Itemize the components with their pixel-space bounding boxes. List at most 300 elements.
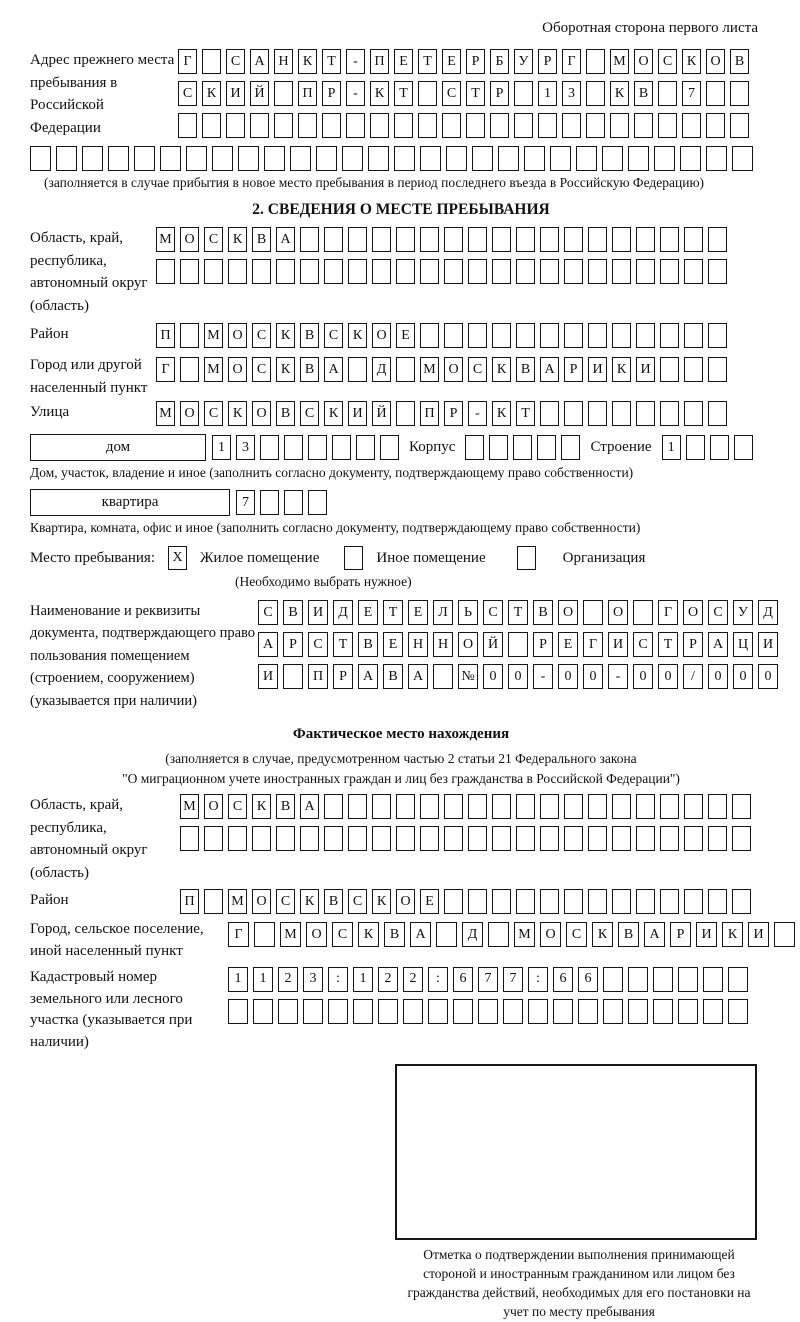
stay-option-residential-checkbox[interactable]: X [168, 546, 187, 570]
char-cell[interactable] [348, 357, 367, 382]
char-cell[interactable]: С [300, 401, 319, 426]
char-cell[interactable] [684, 826, 703, 851]
char-cell[interactable] [636, 826, 655, 851]
char-cell[interactable]: К [358, 922, 379, 947]
char-cell[interactable] [540, 794, 559, 819]
char-cell[interactable] [468, 227, 487, 252]
char-cell[interactable] [348, 227, 367, 252]
char-cell[interactable]: И [588, 357, 607, 382]
char-cell[interactable]: И [258, 664, 278, 689]
char-cell[interactable]: С [178, 81, 197, 106]
char-cell[interactable]: Т [516, 401, 535, 426]
char-cell[interactable] [540, 826, 559, 851]
char-cell[interactable] [653, 999, 673, 1024]
char-cell[interactable] [524, 146, 545, 171]
char-cell[interactable] [468, 259, 487, 284]
char-cell[interactable]: Д [333, 600, 353, 625]
char-cell[interactable]: К [492, 401, 511, 426]
char-cell[interactable]: К [252, 794, 271, 819]
char-cell[interactable] [537, 435, 556, 460]
char-cell[interactable]: О [306, 922, 327, 947]
char-cell[interactable]: С [658, 49, 677, 74]
char-cell[interactable] [562, 113, 581, 138]
char-cell[interactable]: 0 [483, 664, 503, 689]
char-cell[interactable]: К [202, 81, 221, 106]
char-cell[interactable] [204, 826, 223, 851]
char-cell[interactable] [540, 227, 559, 252]
char-cell[interactable] [284, 435, 303, 460]
char-cell[interactable]: 0 [733, 664, 753, 689]
char-cell[interactable] [660, 794, 679, 819]
char-cell[interactable]: Г [583, 632, 603, 657]
char-cell[interactable]: Г [178, 49, 197, 74]
char-cell[interactable]: П [308, 664, 328, 689]
char-cell[interactable]: Р [533, 632, 553, 657]
char-cell[interactable]: В [533, 600, 553, 625]
char-cell[interactable]: Р [538, 49, 557, 74]
char-cell[interactable]: К [722, 922, 743, 947]
char-cell[interactable]: В [252, 227, 271, 252]
char-cell[interactable]: 0 [508, 664, 528, 689]
char-cell[interactable] [308, 435, 327, 460]
char-cell[interactable] [428, 999, 448, 1024]
char-cell[interactable] [394, 146, 415, 171]
char-cell[interactable]: В [276, 401, 295, 426]
char-cell[interactable] [324, 826, 343, 851]
char-cell[interactable] [226, 113, 245, 138]
char-cell[interactable]: О [396, 889, 415, 914]
char-cell[interactable]: Р [670, 922, 691, 947]
char-cell[interactable]: О [252, 401, 271, 426]
char-cell[interactable] [708, 323, 727, 348]
char-cell[interactable] [156, 259, 175, 284]
char-cell[interactable] [178, 113, 197, 138]
char-cell[interactable]: Р [283, 632, 303, 657]
char-cell[interactable]: О [204, 794, 223, 819]
char-cell[interactable] [444, 794, 463, 819]
char-cell[interactable] [420, 227, 439, 252]
char-cell[interactable]: : [428, 967, 448, 992]
char-cell[interactable]: П [370, 49, 389, 74]
char-cell[interactable]: 7 [236, 490, 255, 515]
char-cell[interactable]: Р [322, 81, 341, 106]
char-cell[interactable] [372, 794, 391, 819]
char-cell[interactable] [180, 826, 199, 851]
char-cell[interactable] [276, 259, 295, 284]
char-cell[interactable]: У [514, 49, 533, 74]
char-cell[interactable] [706, 81, 725, 106]
char-cell[interactable]: Т [322, 49, 341, 74]
char-cell[interactable]: Б [490, 49, 509, 74]
char-cell[interactable]: 1 [538, 81, 557, 106]
char-cell[interactable]: 2 [378, 967, 398, 992]
char-cell[interactable] [660, 357, 679, 382]
char-cell[interactable]: 7 [503, 967, 523, 992]
char-cell[interactable]: В [358, 632, 378, 657]
char-cell[interactable]: Т [394, 81, 413, 106]
char-cell[interactable] [134, 146, 155, 171]
char-cell[interactable]: В [283, 600, 303, 625]
char-cell[interactable]: 1 [212, 435, 231, 460]
char-cell[interactable] [514, 113, 533, 138]
char-cell[interactable] [442, 113, 461, 138]
char-cell[interactable] [684, 401, 703, 426]
char-cell[interactable]: 2 [278, 967, 298, 992]
char-cell[interactable]: Г [658, 600, 678, 625]
char-cell[interactable]: К [682, 49, 701, 74]
char-cell[interactable] [436, 922, 457, 947]
char-cell[interactable]: О [634, 49, 653, 74]
char-cell[interactable] [612, 259, 631, 284]
char-cell[interactable] [774, 922, 795, 947]
char-cell[interactable] [370, 113, 389, 138]
char-cell[interactable]: С [276, 889, 295, 914]
char-cell[interactable] [444, 323, 463, 348]
char-cell[interactable] [488, 922, 509, 947]
char-cell[interactable] [708, 227, 727, 252]
char-cell[interactable]: К [348, 323, 367, 348]
char-cell[interactable] [396, 794, 415, 819]
char-cell[interactable]: 6 [553, 967, 573, 992]
char-cell[interactable] [324, 794, 343, 819]
char-cell[interactable]: О [706, 49, 725, 74]
char-cell[interactable]: О [180, 401, 199, 426]
char-cell[interactable] [420, 794, 439, 819]
char-cell[interactable] [516, 259, 535, 284]
char-cell[interactable] [586, 113, 605, 138]
char-cell[interactable]: И [348, 401, 367, 426]
char-cell[interactable] [658, 81, 677, 106]
char-cell[interactable]: А [324, 357, 343, 382]
char-cell[interactable]: Й [250, 81, 269, 106]
char-cell[interactable]: Е [408, 600, 428, 625]
char-cell[interactable] [254, 922, 275, 947]
char-cell[interactable] [378, 999, 398, 1024]
char-cell[interactable]: Е [442, 49, 461, 74]
char-cell[interactable]: А [410, 922, 431, 947]
char-cell[interactable] [528, 999, 548, 1024]
char-cell[interactable] [684, 227, 703, 252]
char-cell[interactable]: К [228, 401, 247, 426]
char-cell[interactable] [186, 146, 207, 171]
char-cell[interactable]: 2 [403, 967, 423, 992]
char-cell[interactable] [708, 259, 727, 284]
char-cell[interactable] [612, 889, 631, 914]
char-cell[interactable] [180, 323, 199, 348]
char-cell[interactable] [324, 227, 343, 252]
char-cell[interactable] [332, 435, 351, 460]
char-cell[interactable] [453, 999, 473, 1024]
stay-option-organization-checkbox[interactable] [517, 546, 536, 570]
char-cell[interactable] [353, 999, 373, 1024]
char-cell[interactable] [588, 401, 607, 426]
char-cell[interactable] [564, 794, 583, 819]
char-cell[interactable]: 0 [583, 664, 603, 689]
char-cell[interactable]: Д [758, 600, 778, 625]
char-cell[interactable]: У [733, 600, 753, 625]
char-cell[interactable] [680, 146, 701, 171]
char-cell[interactable]: : [328, 967, 348, 992]
char-cell[interactable] [498, 146, 519, 171]
char-cell[interactable] [490, 113, 509, 138]
char-cell[interactable] [612, 323, 631, 348]
char-cell[interactable]: К [324, 401, 343, 426]
char-cell[interactable]: Ц [733, 632, 753, 657]
char-cell[interactable]: К [372, 889, 391, 914]
char-cell[interactable] [260, 490, 279, 515]
char-cell[interactable] [710, 435, 729, 460]
char-cell[interactable] [708, 794, 727, 819]
char-cell[interactable] [628, 146, 649, 171]
char-cell[interactable] [682, 113, 701, 138]
char-cell[interactable]: Т [508, 600, 528, 625]
char-cell[interactable]: С [633, 632, 653, 657]
char-cell[interactable]: 1 [228, 967, 248, 992]
char-cell[interactable] [583, 600, 603, 625]
char-cell[interactable] [734, 435, 753, 460]
char-cell[interactable] [396, 259, 415, 284]
char-cell[interactable]: С [204, 227, 223, 252]
char-cell[interactable] [628, 999, 648, 1024]
char-cell[interactable]: С [252, 357, 271, 382]
char-cell[interactable] [516, 323, 535, 348]
char-cell[interactable]: К [610, 81, 629, 106]
char-cell[interactable] [540, 401, 559, 426]
char-cell[interactable] [564, 323, 583, 348]
char-cell[interactable] [444, 259, 463, 284]
char-cell[interactable]: 0 [658, 664, 678, 689]
char-cell[interactable]: Г [228, 922, 249, 947]
char-cell[interactable]: К [276, 323, 295, 348]
char-cell[interactable]: А [540, 357, 559, 382]
char-cell[interactable] [328, 999, 348, 1024]
char-cell[interactable]: 3 [236, 435, 255, 460]
char-cell[interactable] [492, 323, 511, 348]
char-cell[interactable]: 1 [662, 435, 681, 460]
char-cell[interactable] [633, 600, 653, 625]
char-cell[interactable]: 3 [562, 81, 581, 106]
char-cell[interactable] [238, 146, 259, 171]
char-cell[interactable]: С [258, 600, 278, 625]
char-cell[interactable] [264, 146, 285, 171]
char-cell[interactable] [160, 146, 181, 171]
char-cell[interactable] [418, 81, 437, 106]
char-cell[interactable] [686, 435, 705, 460]
char-cell[interactable]: Р [490, 81, 509, 106]
char-cell[interactable] [346, 113, 365, 138]
char-cell[interactable] [678, 967, 698, 992]
char-cell[interactable] [553, 999, 573, 1024]
char-cell[interactable]: И [748, 922, 769, 947]
char-cell[interactable]: : [528, 967, 548, 992]
char-cell[interactable]: М [204, 357, 223, 382]
char-cell[interactable] [610, 113, 629, 138]
char-cell[interactable]: 1 [353, 967, 373, 992]
char-cell[interactable] [212, 146, 233, 171]
char-cell[interactable]: 6 [453, 967, 473, 992]
char-cell[interactable]: Р [444, 401, 463, 426]
char-cell[interactable]: С [204, 401, 223, 426]
char-cell[interactable] [538, 113, 557, 138]
char-cell[interactable] [636, 889, 655, 914]
char-cell[interactable] [394, 113, 413, 138]
char-cell[interactable] [468, 323, 487, 348]
char-cell[interactable]: 6 [578, 967, 598, 992]
char-cell[interactable] [636, 401, 655, 426]
char-cell[interactable] [564, 826, 583, 851]
char-cell[interactable]: - [468, 401, 487, 426]
char-cell[interactable]: 7 [478, 967, 498, 992]
char-cell[interactable] [634, 113, 653, 138]
char-cell[interactable] [290, 146, 311, 171]
char-cell[interactable] [253, 999, 273, 1024]
char-cell[interactable] [540, 259, 559, 284]
char-cell[interactable]: И [226, 81, 245, 106]
char-cell[interactable] [564, 259, 583, 284]
char-cell[interactable] [316, 146, 337, 171]
char-cell[interactable] [513, 435, 532, 460]
char-cell[interactable] [348, 259, 367, 284]
char-cell[interactable]: И [608, 632, 628, 657]
char-cell[interactable]: Р [683, 632, 703, 657]
char-cell[interactable]: Е [383, 632, 403, 657]
char-cell[interactable] [274, 113, 293, 138]
char-cell[interactable]: О [608, 600, 628, 625]
char-cell[interactable]: А [644, 922, 665, 947]
char-cell[interactable]: - [346, 81, 365, 106]
char-cell[interactable] [588, 227, 607, 252]
char-cell[interactable] [492, 889, 511, 914]
char-cell[interactable] [588, 323, 607, 348]
char-cell[interactable]: О [252, 889, 271, 914]
char-cell[interactable] [465, 435, 484, 460]
char-cell[interactable]: О [228, 357, 247, 382]
char-cell[interactable] [202, 49, 221, 74]
char-cell[interactable] [252, 259, 271, 284]
char-cell[interactable]: Г [562, 49, 581, 74]
char-cell[interactable] [514, 81, 533, 106]
char-cell[interactable] [586, 81, 605, 106]
char-cell[interactable] [576, 146, 597, 171]
char-cell[interactable]: В [300, 357, 319, 382]
char-cell[interactable] [108, 146, 129, 171]
char-cell[interactable]: Й [483, 632, 503, 657]
char-cell[interactable] [586, 49, 605, 74]
char-cell[interactable] [396, 357, 415, 382]
char-cell[interactable]: 0 [558, 664, 578, 689]
char-cell[interactable] [283, 664, 303, 689]
char-cell[interactable]: Н [274, 49, 293, 74]
char-cell[interactable] [578, 999, 598, 1024]
char-cell[interactable]: А [300, 794, 319, 819]
char-cell[interactable] [732, 146, 753, 171]
char-cell[interactable] [678, 999, 698, 1024]
char-cell[interactable]: П [180, 889, 199, 914]
char-cell[interactable]: К [276, 357, 295, 382]
char-cell[interactable]: 7 [682, 81, 701, 106]
char-cell[interactable]: И [758, 632, 778, 657]
char-cell[interactable]: Т [333, 632, 353, 657]
char-cell[interactable]: С [483, 600, 503, 625]
char-cell[interactable] [372, 826, 391, 851]
char-cell[interactable]: / [683, 664, 703, 689]
char-cell[interactable]: Е [358, 600, 378, 625]
char-cell[interactable] [420, 826, 439, 851]
char-cell[interactable] [492, 259, 511, 284]
char-cell[interactable]: К [492, 357, 511, 382]
char-cell[interactable] [300, 826, 319, 851]
char-cell[interactable] [446, 146, 467, 171]
char-cell[interactable] [636, 323, 655, 348]
char-cell[interactable]: И [308, 600, 328, 625]
char-cell[interactable] [372, 227, 391, 252]
char-cell[interactable]: В [300, 323, 319, 348]
char-cell[interactable] [561, 435, 580, 460]
char-cell[interactable]: К [370, 81, 389, 106]
char-cell[interactable] [348, 794, 367, 819]
char-cell[interactable] [492, 826, 511, 851]
char-cell[interactable] [252, 826, 271, 851]
char-cell[interactable]: М [180, 794, 199, 819]
char-cell[interactable] [468, 794, 487, 819]
char-cell[interactable]: В [730, 49, 749, 74]
char-cell[interactable]: О [372, 323, 391, 348]
char-cell[interactable]: В [618, 922, 639, 947]
char-cell[interactable] [433, 664, 453, 689]
char-cell[interactable]: - [533, 664, 553, 689]
char-cell[interactable]: В [276, 794, 295, 819]
char-cell[interactable] [420, 259, 439, 284]
char-cell[interactable]: 3 [303, 967, 323, 992]
char-cell[interactable] [603, 967, 623, 992]
char-cell[interactable] [708, 357, 727, 382]
char-cell[interactable]: Р [564, 357, 583, 382]
char-cell[interactable] [728, 999, 748, 1024]
char-cell[interactable] [612, 826, 631, 851]
char-cell[interactable] [703, 999, 723, 1024]
char-cell[interactable]: О [540, 922, 561, 947]
char-cell[interactable] [588, 259, 607, 284]
char-cell[interactable]: Н [408, 632, 428, 657]
char-cell[interactable]: Е [396, 323, 415, 348]
char-cell[interactable]: К [298, 49, 317, 74]
char-cell[interactable]: О [558, 600, 578, 625]
char-cell[interactable] [660, 259, 679, 284]
char-cell[interactable]: Р [333, 664, 353, 689]
char-cell[interactable] [660, 227, 679, 252]
char-cell[interactable]: Т [418, 49, 437, 74]
char-cell[interactable] [284, 490, 303, 515]
char-cell[interactable] [276, 826, 295, 851]
char-cell[interactable] [468, 889, 487, 914]
char-cell[interactable] [180, 259, 199, 284]
char-cell[interactable] [732, 794, 751, 819]
char-cell[interactable] [56, 146, 77, 171]
char-cell[interactable]: Ь [458, 600, 478, 625]
char-cell[interactable]: С [442, 81, 461, 106]
char-cell[interactable] [380, 435, 399, 460]
char-cell[interactable] [732, 826, 751, 851]
char-cell[interactable] [660, 889, 679, 914]
char-cell[interactable]: П [298, 81, 317, 106]
char-cell[interactable] [660, 826, 679, 851]
char-cell[interactable] [684, 357, 703, 382]
char-cell[interactable]: М [420, 357, 439, 382]
char-cell[interactable]: Е [558, 632, 578, 657]
char-cell[interactable] [356, 435, 375, 460]
char-cell[interactable]: Т [383, 600, 403, 625]
char-cell[interactable]: Е [420, 889, 439, 914]
